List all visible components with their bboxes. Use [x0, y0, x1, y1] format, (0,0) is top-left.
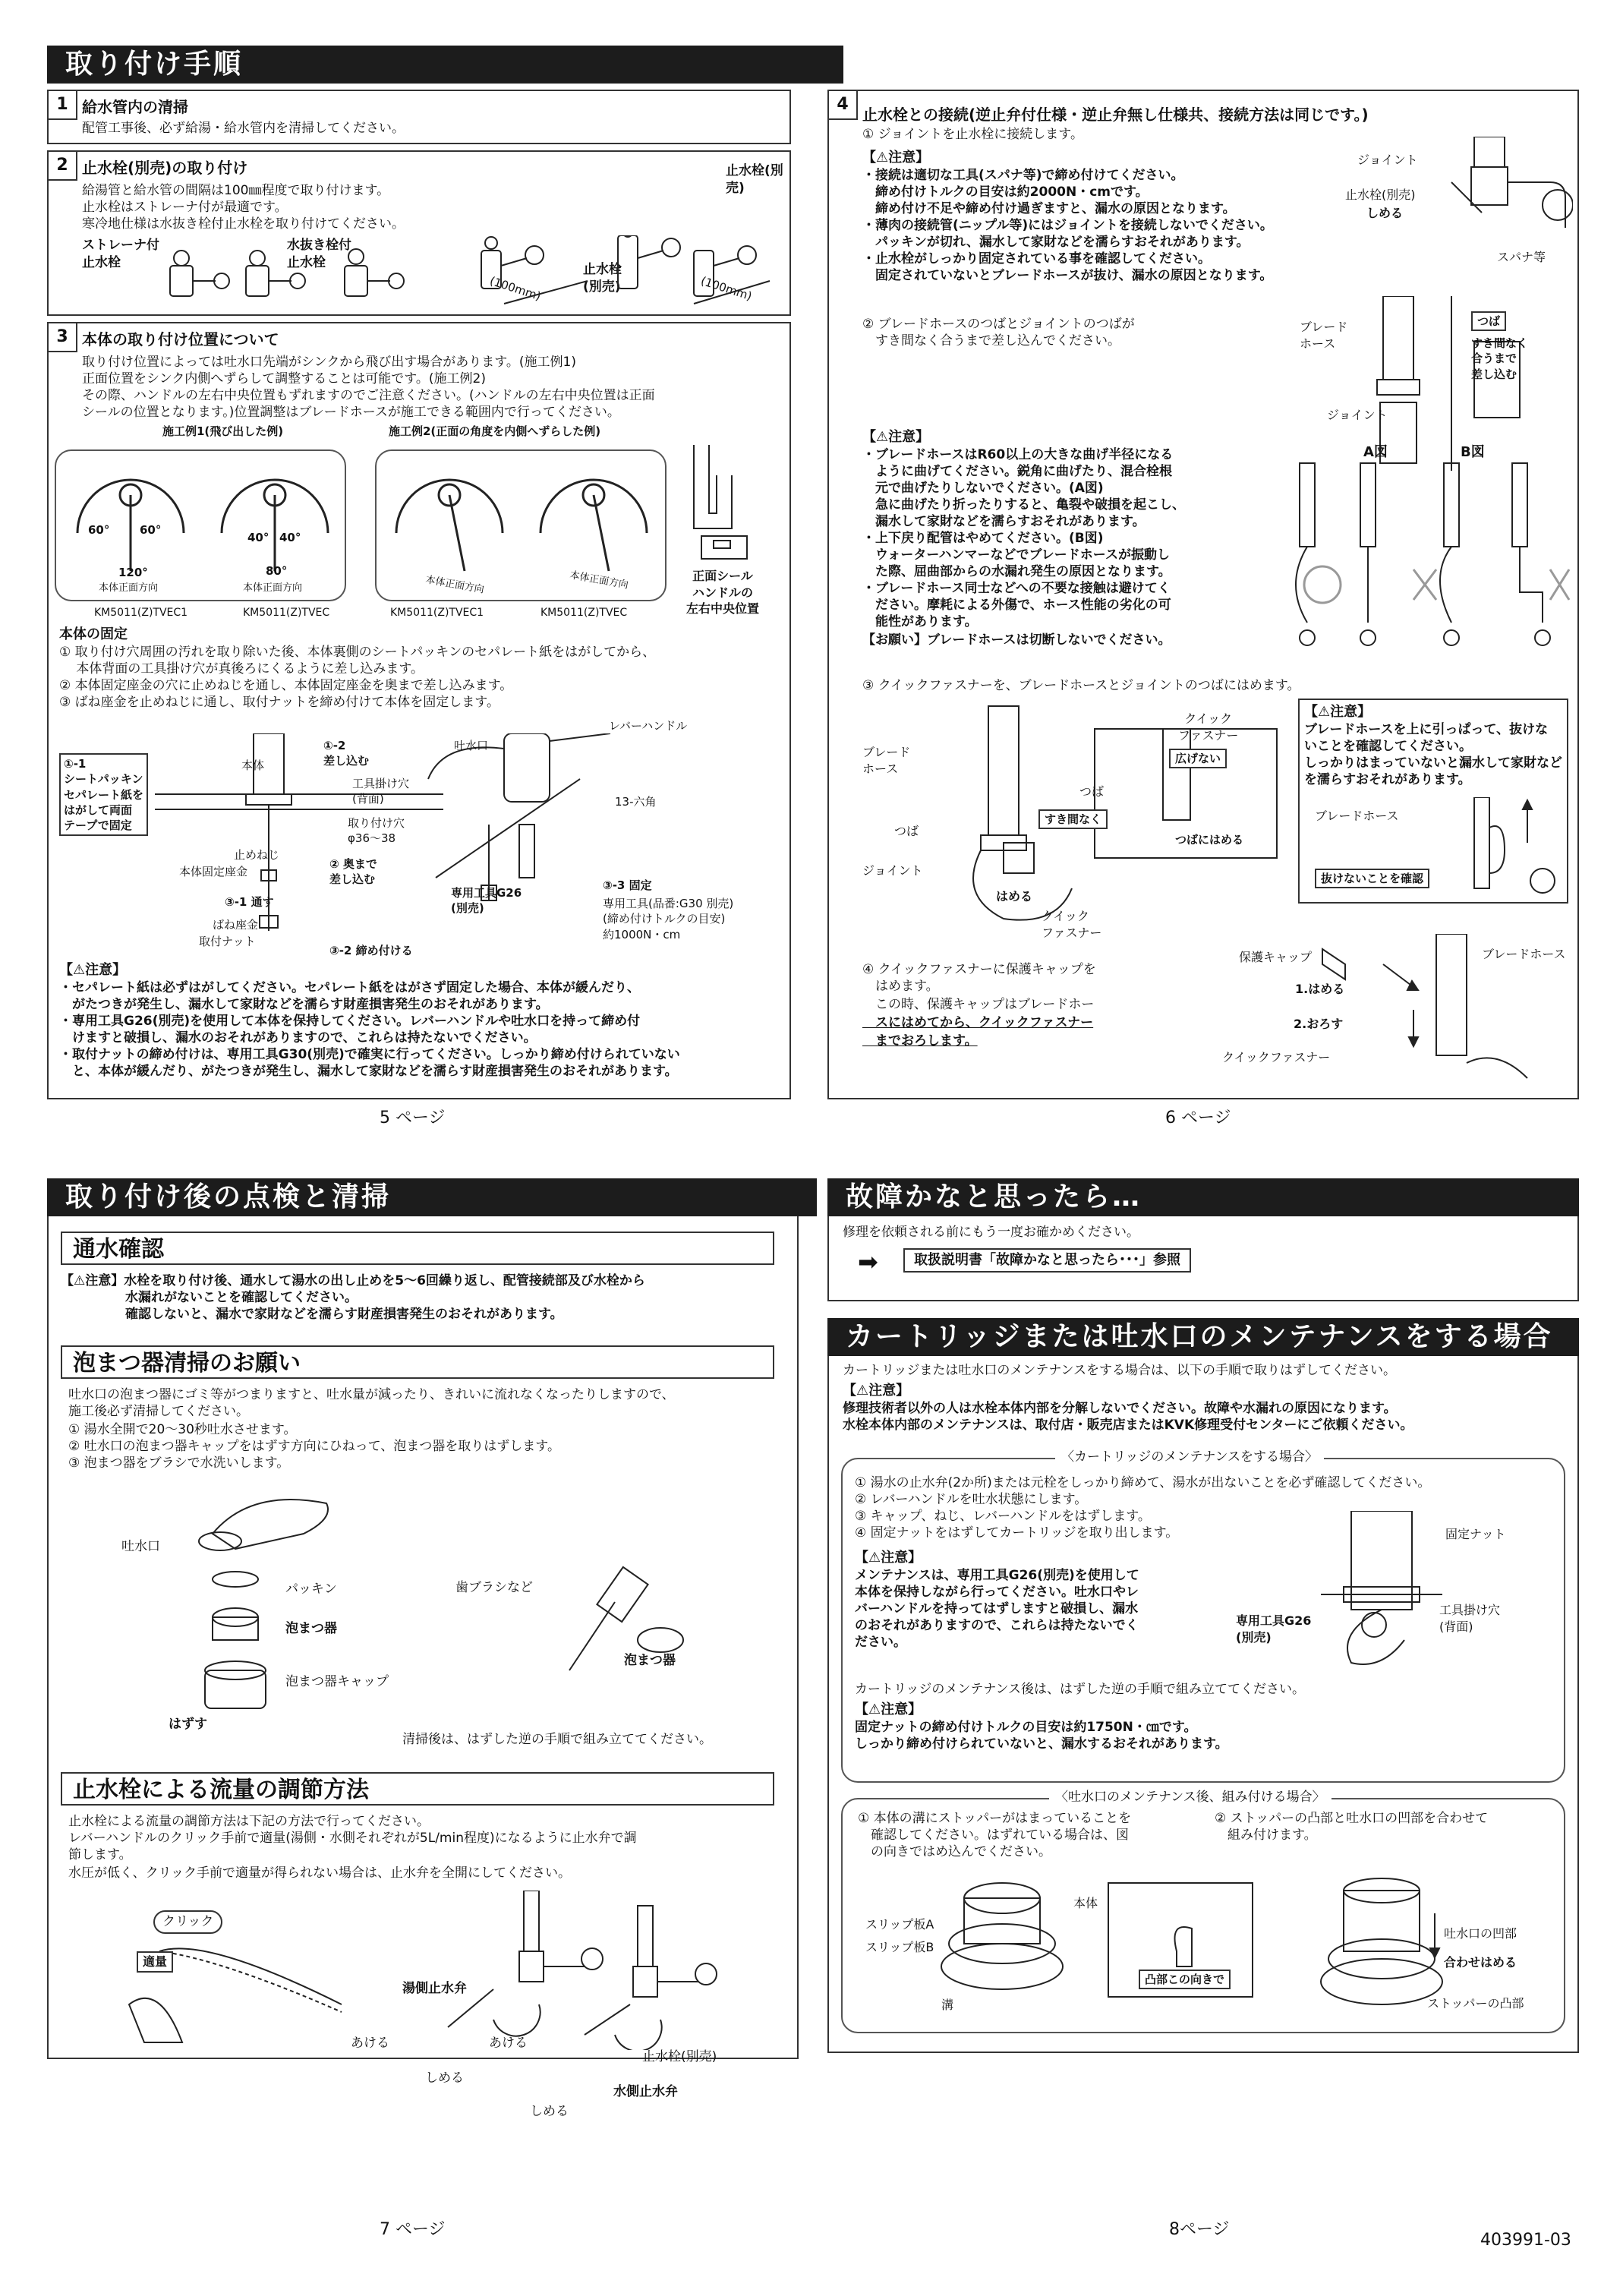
- caution-line: いことを確認してください。: [1304, 739, 1472, 754]
- step-line: ② ブレードホースのつばとジョイントのつばが: [862, 317, 1135, 332]
- align-fit-label: 合わせはめる: [1444, 1955, 1517, 1970]
- p5-header: 取り付け手順: [47, 46, 843, 84]
- click-label: クリック: [153, 1910, 222, 1934]
- step-title: 本体の取り付け位置について: [82, 330, 279, 348]
- push-in-label: ② 奥まで 差し込む: [329, 857, 377, 887]
- tool-g26-label: 専用工具G26 (別売): [1236, 1613, 1312, 1645]
- check-label: 抜けないことを確認: [1315, 869, 1429, 888]
- stop-screw-label: 止めねじ: [234, 848, 280, 862]
- caution-heading: 【⚠注意】: [59, 962, 127, 978]
- flow-line: レバーハンドルのクリック手前で適量(湯側・水側それぞれが5L/min程度)になるように止水弁で調: [68, 1831, 637, 1846]
- lever-label: レバーハンドル: [609, 719, 688, 733]
- p8-header-maintenance: カートリッジまたは吐水口のメンテナンスをする場合: [827, 1318, 1579, 1356]
- caution-line: ブレードホースを上に引っぱって、抜けな: [1304, 722, 1549, 737]
- trouble-text: 修理を依頼される前にもう一度お確かめください。: [843, 1225, 1139, 1240]
- spout-recess-label: 吐水口の凹部: [1444, 1926, 1517, 1941]
- open-label: あける: [489, 2036, 528, 2051]
- caution-line: ・セパレート紙は必ずはがしてください。セパレート紙をはがさず固定した場合、本体が緩んだり、: [59, 980, 640, 995]
- spout-step-a: 確認してください。はずれている場合は、図: [858, 1828, 1129, 1843]
- angle-label: 40°: [279, 531, 301, 544]
- page-number: 8ページ: [1169, 2220, 1230, 2239]
- tsuba-label: つば: [1471, 311, 1506, 331]
- cartridge-illustration: [1291, 1511, 1564, 1670]
- reassemble-note: 清掃後は、はずした逆の手順で組み立ててください。: [402, 1732, 712, 1747]
- step-text: 配管工事後、必ず給湯・給水管内を清掃してください。: [82, 121, 405, 136]
- insert-label: ①-2 差し込む: [323, 739, 370, 768]
- fix-line: 本体背面の工具掛け穴が真後ろにくるように差し込みます。: [59, 661, 424, 676]
- example1-title: 施工例1(飛び出した例): [162, 424, 284, 438]
- step-line: 給湯管と給水管の間隔は100㎜程度で取り付けます。: [82, 183, 390, 198]
- angle-label: 60°: [88, 523, 110, 537]
- page-number: 5 ページ: [380, 1109, 446, 1128]
- caution-line: 修理技術者以外の人は水栓本体内部を分解しないでください。故障や水漏れの原因になります。: [843, 1401, 1397, 1416]
- step-number: 3: [49, 323, 77, 352]
- tsuba-label: つば: [1079, 784, 1105, 799]
- aerator-line: ① 湯水全開で20〜30秒吐水させます。: [68, 1422, 297, 1437]
- arrow-right-icon: ➡: [858, 1247, 878, 1276]
- caution-line: 急に曲げたり折ったりすると、亀裂や破損を起こし、: [862, 497, 1185, 512]
- water-check-line: 確認しないと、漏水で家財などを濡らす財産損害発生のおそれがあります。: [61, 1307, 563, 1322]
- caution-line: パッキンが切れ、漏水して家財などを濡らすおそれがあります。: [862, 235, 1250, 250]
- caution-line: 締め付け不足や締め付け過ぎますと、漏水の原因となります。: [862, 201, 1236, 216]
- spout-label: 吐水口: [121, 1539, 160, 1554]
- front-direction-label: 本体正面方向: [243, 582, 303, 594]
- remove-label: はずす: [169, 1717, 207, 1732]
- spout-step-b: ② ストッパーの凸部と吐水口の凹部を合わせて: [1215, 1811, 1489, 1826]
- model-label: KM5011(Z)TVEC: [540, 607, 628, 619]
- caution-line: ・上下戻り配管はやめてください。(B図): [862, 531, 1104, 546]
- request-line: 【お願い】ブレードホースは切断しないでください。: [862, 632, 1171, 648]
- page-number: 6 ページ: [1165, 1109, 1231, 1128]
- caution-line: ・止水栓がしっかり固定されている事を確認してください。: [862, 251, 1211, 266]
- aerator-line: ③ 泡まつ器をブラシで水洗いします。: [68, 1456, 290, 1471]
- caution-line: しっかりはまっていないと漏水して家財など: [1304, 755, 1562, 771]
- angle-label: 120°: [118, 566, 148, 579]
- water-check-line: 【⚠注意】水栓を取り付け後、通水して湯水の出し止めを5〜6回繰り返し、配管接続部及び水栓から: [61, 1273, 645, 1288]
- joint-label: ジョイント: [862, 863, 923, 878]
- tsuba-label: つば: [894, 824, 919, 838]
- document-number: 403991-03: [1480, 2231, 1571, 2250]
- caution-heading: 【⚠注意】: [855, 1702, 922, 1717]
- cap-label: 保護キャップ: [1239, 950, 1313, 964]
- aerator-line: 施工後必ず清掃してください。: [68, 1404, 249, 1419]
- quick-fastener-label: クイックファスナー: [1222, 1050, 1331, 1064]
- step-number: 4: [829, 91, 858, 120]
- p5-step2: [47, 150, 791, 316]
- fix-line: ① 取り付け穴周囲の汚れを取り除いた後、本体裏側のシートパッキンのセパレート紙をはがしてから、: [59, 645, 656, 660]
- spring-washer-label: ばね座金: [213, 918, 259, 932]
- step-line: その際、ハンドルの左右中央位置もずれますのでご注意ください。(ハンドルの左右中央位置は正面: [82, 388, 655, 403]
- caution-line: バーハンドルを持ってはずしますと破損し、漏水: [855, 1601, 1139, 1616]
- lower-step-label: 2.おろす: [1294, 1017, 1344, 1031]
- body-label: 本体: [1073, 1896, 1098, 1910]
- section-aerator-clean: 泡まつ器清掃のお願い: [61, 1345, 774, 1379]
- step-line: 止水栓はストレーナ付が最適です。: [82, 200, 288, 215]
- spout-step-b: 組み付けます。: [1215, 1828, 1317, 1843]
- caution-line: ・ブレードホースはR60以上の大きな曲げ半径になる: [862, 447, 1174, 462]
- slip-plate-b-label: スリップ板B: [865, 1940, 934, 1954]
- cartridge-after: カートリッジのメンテナンス後は、はずした逆の手順で組み立ててください。: [855, 1682, 1305, 1697]
- front-direction-label: 本体正面方向: [424, 574, 485, 596]
- caution-line: ださい。摩耗による外傷で、ホース性能の劣化の可: [862, 598, 1171, 613]
- joint-illustration: [1436, 137, 1573, 258]
- hose-label: ブレードホース: [1315, 809, 1399, 823]
- cartridge-box-title: 〈カートリッジのメンテナンスをする場合〉: [1055, 1449, 1324, 1466]
- caution-line: ださい。: [855, 1635, 906, 1650]
- quick-fastener-label: クイック ファスナー: [1042, 909, 1102, 940]
- spout-step-a: ① 本体の溝にストッパーがはまっていることを: [858, 1811, 1132, 1826]
- front-direction-label: 本体正面方向: [569, 569, 629, 591]
- spout-box-title: 〈吐水口のメンテナンス後、組み付ける場合〉: [1049, 1789, 1331, 1806]
- aerator-label-2: 泡まつ器: [624, 1653, 676, 1668]
- section-water-check: 通水確認: [61, 1232, 774, 1265]
- caution-line: 固定されていないとブレードホースが抜け、漏水の原因となります。: [862, 268, 1273, 283]
- caution-line: を濡らすおそれがあります。: [1304, 772, 1471, 787]
- no-spread-label: 広げない: [1169, 749, 1227, 768]
- hose-label: ブレード ホース: [862, 745, 911, 776]
- figure-b-label: B図: [1461, 444, 1485, 460]
- caution-line: 本体を保持しながら行ってください。吐水口やレ: [855, 1585, 1139, 1600]
- front-direction-label: 本体正面方向: [99, 582, 159, 594]
- p7-header: 取り付け後の点検と清掃: [47, 1178, 817, 1216]
- brush-label: 歯ブラシなど: [455, 1580, 533, 1595]
- aerator-line: ② 吐水口の泡まつ器キャップをはずす方向にひねって、泡まつ器を取りはずします。: [68, 1439, 560, 1454]
- pull-check-illustration: [1459, 797, 1565, 896]
- page-number: 7 ページ: [380, 2220, 446, 2239]
- fix-title: 本体の固定: [59, 626, 128, 642]
- example2-title: 施工例2(正面の角度を内側へずらした例): [389, 424, 601, 438]
- caution-line: ウォーターハンマーなどでブレードホースが振動し: [862, 547, 1170, 563]
- label-strainer-valve: ストレーナ付 止水栓: [82, 238, 159, 270]
- caution-line: ・接続は適切な工具(スパナ等)で締め付けてください。: [862, 168, 1184, 183]
- fit-label: はめる: [996, 889, 1033, 904]
- p8-header-trouble: 故障かなと思ったら…: [827, 1178, 1579, 1216]
- step-number: 2: [49, 152, 77, 181]
- mount-hole-label: 取り付け穴 φ36〜38: [348, 816, 405, 846]
- tighten-label: ③-2 締め付ける: [329, 944, 413, 957]
- tool-g30-label: 専用工具(品番:G30 別売) (締め付けトルクの目安) 約1000N・cm: [603, 897, 734, 941]
- figure-a-label: A図: [1363, 444, 1388, 460]
- tool-g26-label: 専用工具G26 (別売): [451, 886, 522, 916]
- spout-step-a: の向きではめ込んでください。: [858, 1844, 1051, 1859]
- step-number: 1: [49, 91, 77, 120]
- step-line: スにはめてから、クイックファスナー: [862, 1015, 1094, 1030]
- cold-valve-label: 水側止水弁: [613, 2084, 678, 2099]
- flow-line: 節します。: [68, 1847, 132, 1862]
- front-seal-faucet: [686, 445, 777, 566]
- hose-label: ブレードホース: [1482, 947, 1566, 961]
- step-title: 止水栓との接続(逆止弁付仕様・逆止弁無し仕様共、接続方法は同じです。): [862, 106, 1369, 124]
- caution-heading: 【⚠注意】: [855, 1550, 922, 1566]
- caution-line: 元で曲げたりしないでください。(A図): [862, 481, 1104, 496]
- caution-line: メンテナンスは、専用工具G26(別売)を使用して: [855, 1568, 1139, 1583]
- caution-line: けますと破損し、漏水のおそれがありますので、これらは持たないでください。: [59, 1030, 537, 1046]
- step-line: 正面位置をシンク内側へずらして調整することは可能です。(施工例2): [82, 371, 486, 386]
- caution-line: 締め付けトルクの目安は約2000N・cmです。: [862, 184, 1149, 200]
- p5-step1: [47, 90, 791, 144]
- caution-heading: 【⚠注意】: [862, 429, 930, 445]
- caution-line: 固定ナットの締め付けトルクの目安は約1750N・㎝です。: [855, 1720, 1197, 1735]
- fix-line: ② 本体固定座金の穴に止めねじを通し、本体固定座金を奥まで差し込みます。: [59, 678, 513, 693]
- step-line: ④ クイックファスナーに保護キャップを: [862, 962, 1096, 977]
- fit-step-label: 1.はめる: [1295, 982, 1345, 996]
- stop-valve-label: 止水栓(別売): [642, 2049, 717, 2064]
- sheet-packing-label: ①-1 シートパッキン セパレート紙を はがして両面 テープで固定: [59, 753, 148, 836]
- flow-line: 止水栓による流量の調節方法は下記の方法で行ってください。: [68, 1814, 430, 1829]
- stop-valve-label: 止水栓(別売): [1345, 188, 1416, 202]
- no-gap-label: すき間なく: [1038, 809, 1108, 829]
- caution-heading: 【⚠注意】: [862, 150, 930, 166]
- caution-line: と、本体が緩んだり、がたつきが発生し、漏水して家財などを濡らす財産損害発生のおそれがあります。: [59, 1064, 678, 1079]
- step-line: この時、保護キャップはブレードホー: [862, 997, 1095, 1012]
- step-line: までおろします。: [862, 1033, 978, 1049]
- step-line: 寒冷地仕様は水抜き栓付止水栓を取り付けてください。: [82, 216, 405, 232]
- angle-label: 80°: [266, 564, 288, 578]
- quick-fastener-label: クイック ファスナー: [1178, 711, 1239, 743]
- p5-step3: [47, 322, 791, 1099]
- step-title: 給水管内の清掃: [82, 98, 188, 116]
- front-seal-label: 正面シール ハンドルの 左右中央位置: [686, 569, 760, 617]
- thread-label: ③-1 通す: [225, 895, 274, 909]
- hose-label: ブレード ホース: [1300, 320, 1348, 351]
- model-label: KM5011(Z)TVEC1: [390, 607, 484, 619]
- step-line: ③ クイックファスナーを、ブレードホースとジョイントのつばにはめます。: [862, 678, 1300, 693]
- aerator-illustration: [190, 1488, 767, 1731]
- step-line: シールの位置となります。)位置調整はブレードホースが施工できる範囲内で行ってください。: [82, 405, 620, 420]
- caution-line: がたつきが発生し、漏水して家財などを濡らす財産損害発生のおそれがあります。: [59, 997, 549, 1012]
- model-label: KM5011(Z)TVEC: [243, 607, 330, 619]
- caution-heading: 【⚠注意】: [843, 1383, 910, 1399]
- caution-line: ・薄肉の接続管(ニップル等)にはジョイントを接続しないでください。: [862, 218, 1273, 233]
- caution-line: ・取付ナットの締め付けは、専用工具G30(別売)で確実に行ってください。しっかり締め付けられていない: [59, 1047, 680, 1062]
- angle-label: 60°: [140, 523, 162, 537]
- spout-label: 吐水口: [454, 739, 489, 752]
- stopper-convex-label: ストッパーの凸部: [1427, 1996, 1524, 2011]
- insert-fit-label: すき間なく 合うまで 差し込む: [1471, 336, 1529, 381]
- tool-hole-label: 工具掛け穴 (背面): [1439, 1603, 1501, 1634]
- caution-heading: 【⚠注意】: [1304, 704, 1372, 720]
- tool-hole-label: 工具掛け穴 (背面): [352, 777, 410, 806]
- caution-line: ・専用工具G26(別売)を使用して本体を保持してください。レバーハンドルや吐水口を持って締め付: [59, 1014, 641, 1029]
- hot-valve-label: 湯側止水弁: [402, 1981, 467, 1996]
- step-line: はめます。: [862, 979, 939, 994]
- caution-line: た際、屈曲部からの水漏れ発生の原因となります。: [862, 564, 1171, 579]
- caution-line: 能性があります。: [862, 614, 978, 629]
- close-label: しめる: [425, 2070, 464, 2086]
- tighten-label: しめる: [1366, 206, 1404, 220]
- step-line: 取り付け位置によっては吐水口先端がシンクから飛び出す場合があります。(施工例1): [82, 355, 576, 370]
- maint-text: カートリッジまたは吐水口のメンテナンスをする場合は、以下の手順で取りはずしてください。: [843, 1363, 1396, 1378]
- section-flow-adjust: 止水栓による流量の調節方法: [61, 1772, 774, 1806]
- spanner-label: スパナ等: [1497, 250, 1546, 264]
- caution-line: ように曲げてください。鋭角に曲げたり、混合栓根: [862, 464, 1172, 479]
- cartridge-step: ④ 固定ナットをはずしてカートリッジを取り出します。: [855, 1525, 1179, 1541]
- cartridge-step: ③ キャップ、ねじ、レバーハンドルをはずします。: [855, 1509, 1151, 1524]
- caution-line: しっかり締め付けられていないと、漏水するおそれがあります。: [855, 1736, 1228, 1752]
- aerator-cap-label: 泡まつ器キャップ: [285, 1674, 389, 1689]
- fit-tsuba-label: つばにはめる: [1175, 833, 1244, 847]
- manual-reference: 取扱説明書「故障かなと思ったら･･･」参照: [903, 1248, 1191, 1273]
- dimension-100mm: (100mm): [487, 273, 543, 304]
- step-line: ① ジョイントを止水栓に接続します。: [862, 127, 1083, 142]
- caution-line: 漏水して家財などを濡らすおそれがあります。: [862, 514, 1146, 529]
- body-label: 本体: [241, 758, 265, 772]
- appropriate-label: 適量: [137, 1951, 173, 1973]
- mount-nut-label: 取付ナット: [199, 935, 256, 948]
- dimension-100mm: (100mm): [698, 273, 754, 304]
- fix-33-label: ③-3 固定: [603, 878, 652, 892]
- aerator-line: 吐水口の泡まつ器にゴミ等がつまりますと、吐水量が減ったり、きれいに流れなくなったりしますので、: [68, 1387, 675, 1402]
- water-check-line: 水漏れがないことを確認してください。: [61, 1290, 358, 1305]
- step-title: 止水栓(別売)の取り付け: [82, 159, 248, 177]
- fix-washer-label: 本体固定座金: [179, 865, 248, 878]
- label-stop-valve: 止水栓(別売): [726, 163, 783, 196]
- step-line: すき間なく合うまで差し込んでください。: [862, 333, 1120, 348]
- caution-line: 水栓本体内部のメンテナンスは、取付店・販売店またはKVK修理受付センターにご依頼ください。: [843, 1418, 1413, 1433]
- fix-line: ③ ばね座金を止めねじに通し、取付ナットを締め付けて本体を固定します。: [59, 695, 500, 710]
- label-drain-valve: 水抜き栓付 止水栓: [287, 238, 351, 270]
- fixed-nut-label: 固定ナット: [1445, 1527, 1506, 1541]
- cartridge-step: ① 湯水の止水弁(2か所)または元栓をしっかり締めて、湯水が出ないことを必ず確認してください。: [855, 1475, 1431, 1490]
- packing-label: パッキン: [285, 1582, 337, 1597]
- angle-label: 40°: [247, 531, 269, 544]
- caution-line: ・ブレードホース同士などへの不要な接触は避けてく: [862, 581, 1171, 596]
- close-label: しめる: [530, 2104, 569, 2119]
- model-label: KM5011(Z)TVEC1: [94, 607, 188, 619]
- label-stop-valve-2: 止水栓 (別売): [583, 262, 622, 295]
- caution-line: のおそれがありますので、これらは持たないでく: [855, 1618, 1139, 1633]
- hex-label: 13-六角: [615, 795, 657, 809]
- p6-step4: [827, 90, 1579, 1099]
- stop-valve-illustrations: [162, 235, 793, 311]
- hose-bend-figures: [1269, 456, 1573, 653]
- groove-label: 溝: [941, 1998, 954, 2012]
- joint-label: ジョイント: [1327, 408, 1388, 422]
- convex-direction-label: 凸部この向きで: [1139, 1970, 1231, 1989]
- flow-line: 水圧が低く、クリック手前で適量が得られない場合は、止水弁を全開にしてください。: [68, 1866, 571, 1881]
- open-label: あける: [351, 2036, 389, 2051]
- aerator-label: 泡まつ器: [285, 1621, 337, 1636]
- joint-label: ジョイント: [1357, 153, 1418, 167]
- cartridge-step: ② レバーハンドルを吐水状態にします。: [855, 1492, 1088, 1507]
- slip-plate-a-label: スリップ板A: [865, 1917, 934, 1932]
